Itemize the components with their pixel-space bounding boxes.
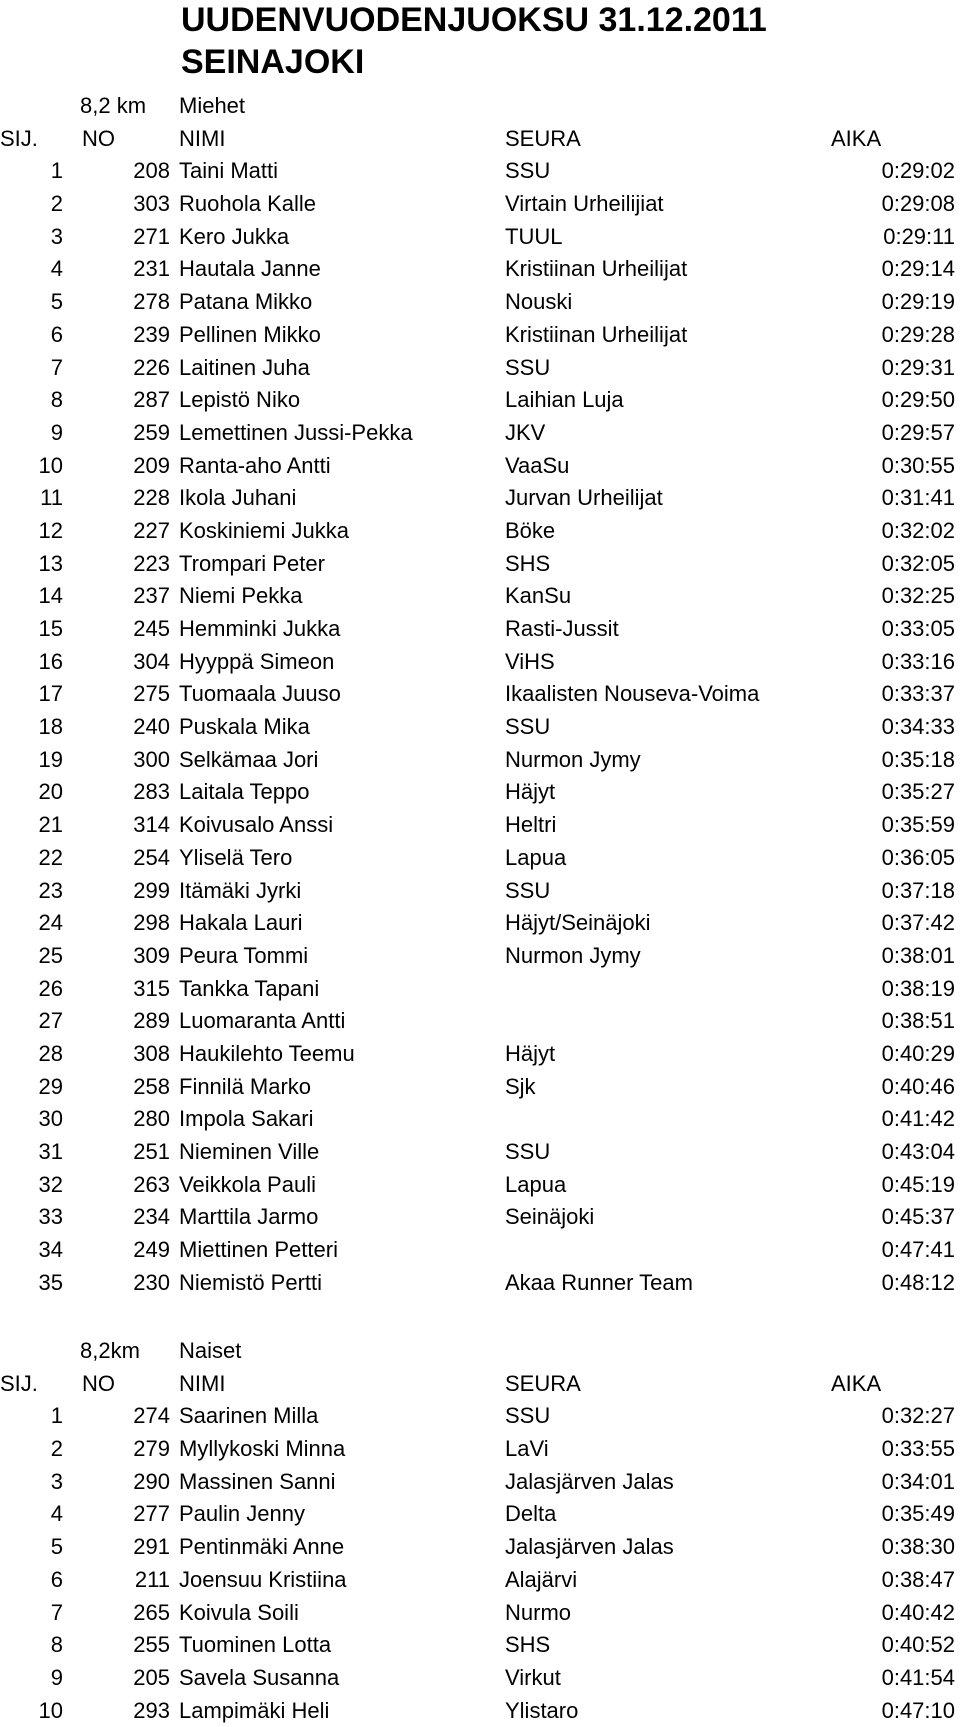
col-header-number: NO: [82, 1370, 115, 1396]
cell-name: Joensuu Kristiina: [179, 1566, 347, 1592]
cell-name: Pentinmäki Anne: [179, 1534, 345, 1560]
cell-time: 0:40:52: [881, 1632, 955, 1658]
cell-name: Patana Mikko: [179, 289, 313, 315]
column-header-row: [0, 1368, 960, 1401]
cell-club: Jurvan Urheilijat: [505, 485, 663, 511]
cell-time: 0:45:19: [881, 1171, 955, 1197]
cell-club: TUUL: [505, 223, 563, 249]
result-row: [0, 973, 960, 1006]
col-header-club: SEURA: [505, 125, 581, 151]
cell-club: Böke: [505, 517, 556, 543]
cell-time: 0:48:12: [881, 1269, 955, 1295]
page-subtitle-location: SEINAJOKI: [181, 43, 365, 81]
cell-position: 3: [50, 1468, 63, 1494]
cell-time: 0:29:08: [881, 191, 955, 217]
cell-bib-number: 303: [133, 191, 170, 217]
cell-club: Virkut: [505, 1664, 561, 1690]
result-row: [0, 1662, 960, 1695]
category-label: Miehet: [179, 93, 246, 118]
cell-bib-number: 223: [133, 550, 170, 576]
cell-club: Akaa Runner Team: [505, 1269, 693, 1295]
section-subheading: [0, 90, 960, 123]
cell-name: Hautala Janne: [179, 256, 321, 282]
cell-name: Lampimäki Heli: [179, 1697, 330, 1723]
cell-bib-number: 277: [133, 1501, 170, 1527]
result-row: [0, 809, 960, 842]
cell-position: 10: [38, 452, 63, 478]
cell-name: Marttila Jarmo: [179, 1204, 319, 1230]
result-row: [0, 1169, 960, 1202]
cell-bib-number: 309: [133, 942, 170, 968]
cell-time: 0:35:27: [881, 779, 955, 805]
result-row: [0, 842, 960, 875]
cell-name: Miettinen Petteri: [179, 1237, 338, 1263]
cell-position: 19: [38, 746, 63, 772]
cell-name: Finnilä Marko: [179, 1073, 312, 1099]
column-header-row: [0, 123, 960, 156]
result-row: [0, 1267, 960, 1300]
cell-position: 8: [50, 1632, 63, 1658]
cell-name: Ikola Juhani: [179, 485, 297, 511]
col-header-position: SIJ.: [0, 1370, 38, 1396]
cell-club: Nurmon Jymy: [505, 942, 641, 968]
cell-bib-number: 290: [133, 1468, 170, 1494]
cell-club: Nurmon Jymy: [505, 746, 641, 772]
cell-bib-number: 304: [133, 648, 170, 674]
cell-time: 0:38:19: [881, 975, 955, 1001]
cell-position: 4: [50, 256, 63, 282]
cell-club: SSU: [505, 158, 551, 184]
cell-bib-number: 263: [133, 1171, 170, 1197]
cell-position: 22: [38, 844, 63, 870]
cell-bib-number: 265: [133, 1599, 170, 1625]
cell-position: 10: [38, 1697, 63, 1723]
result-row: [0, 1498, 960, 1531]
result-row: [0, 286, 960, 319]
cell-bib-number: 289: [133, 1008, 170, 1034]
cell-name: Laitala Teppo: [179, 779, 310, 805]
cell-bib-number: 255: [133, 1632, 170, 1658]
cell-name: Puskala Mika: [179, 714, 310, 740]
cell-club: Jalasjärven Jalas: [505, 1468, 674, 1494]
col-header-time: AIKA: [831, 125, 882, 151]
cell-name: Koivula Soili: [179, 1599, 299, 1625]
cell-bib-number: 230: [133, 1269, 170, 1295]
cell-name: Savela Susanna: [179, 1664, 340, 1690]
cell-time: 0:29:28: [881, 321, 955, 347]
cell-time: 0:34:33: [881, 714, 955, 740]
result-row: [0, 1433, 960, 1466]
col-header-name: NIMI: [179, 1370, 226, 1396]
cell-bib-number: 315: [133, 975, 170, 1001]
cell-bib-number: 237: [133, 583, 170, 609]
category-label: Naiset: [179, 1338, 242, 1363]
cell-club: SHS: [505, 550, 551, 576]
cell-club: Heltri: [505, 812, 557, 838]
cell-name: Hakala Lauri: [179, 910, 303, 936]
result-row: [0, 1597, 960, 1630]
cell-position: 32: [38, 1171, 63, 1197]
cell-position: 7: [50, 1599, 63, 1625]
cell-position: 5: [50, 289, 63, 315]
cell-bib-number: 259: [133, 419, 170, 445]
cell-time: 0:33:37: [881, 681, 955, 707]
cell-club: Rasti-Jussit: [505, 616, 619, 641]
cell-name: Koskiniemi Jukka: [179, 517, 349, 543]
cell-name: Tuomaala Juuso: [179, 681, 341, 707]
result-row: [0, 613, 960, 646]
cell-club: Nurmo: [505, 1599, 572, 1625]
cell-club: LaVi: [505, 1436, 549, 1462]
result-row: [0, 1400, 960, 1433]
cell-bib-number: 283: [133, 779, 170, 805]
result-row: [0, 646, 960, 679]
result-row: [0, 548, 960, 581]
cell-bib-number: 249: [133, 1237, 170, 1263]
cell-position: 15: [38, 616, 63, 641]
cell-position: 20: [38, 779, 63, 805]
cell-time: 0:45:37: [881, 1204, 955, 1230]
cell-name: Ranta-aho Antti: [179, 452, 331, 478]
results-section-women: [0, 1335, 960, 1727]
cell-club: Virtain Urheilijiat: [505, 191, 664, 217]
distance-label: 8,2 km: [80, 93, 147, 118]
cell-time: 0:43:04: [881, 1139, 955, 1164]
cell-time: 0:29:57: [881, 419, 955, 445]
cell-name: Tankka Tapani: [179, 975, 320, 1001]
cell-name: Hyyppä Simeon: [179, 648, 335, 674]
cell-time: 0:40:46: [881, 1073, 955, 1099]
result-row: [0, 1695, 960, 1727]
cell-position: 14: [38, 583, 63, 609]
result-row: [0, 1201, 960, 1234]
cell-name: Veikkola Pauli: [179, 1171, 316, 1197]
cell-time: 0:30:55: [881, 452, 955, 478]
result-row: [0, 188, 960, 221]
results-list: [0, 155, 960, 1299]
cell-time: 0:47:10: [881, 1697, 955, 1723]
result-row: [0, 1531, 960, 1564]
cell-bib-number: 280: [133, 1106, 170, 1132]
cell-position: 8: [50, 387, 63, 413]
cell-position: 24: [38, 910, 63, 936]
cell-position: 34: [38, 1237, 63, 1263]
cell-name: Lepistö Niko: [179, 387, 301, 413]
cell-bib-number: 299: [133, 877, 170, 903]
cell-name: Selkämaa Jori: [179, 746, 319, 772]
cell-time: 0:47:41: [881, 1237, 955, 1263]
cell-position: 13: [38, 550, 63, 576]
result-row: [0, 776, 960, 809]
cell-time: 0:38:51: [881, 1008, 955, 1034]
cell-time: 0:35:59: [881, 812, 955, 838]
cell-time: 0:32:05: [881, 550, 955, 576]
cell-bib-number: 245: [133, 616, 170, 641]
page-title: UUDENVUODENJUOKSU 31.12.2011: [181, 1, 767, 39]
result-row: [0, 155, 960, 188]
cell-club: Nouski: [505, 289, 573, 315]
cell-name: Myllykoski Minna: [179, 1436, 346, 1462]
cell-name: Laitinen Juha: [179, 354, 310, 380]
col-header-time: AIKA: [831, 1370, 882, 1396]
cell-position: 9: [50, 1664, 63, 1690]
cell-name: Paulin Jenny: [179, 1501, 305, 1527]
cell-bib-number: 209: [133, 452, 170, 478]
cell-time: 0:38:47: [881, 1566, 955, 1592]
section-subheading: [0, 1335, 960, 1368]
cell-club: VaaSu: [505, 452, 570, 478]
cell-name: Yliselä Tero: [179, 844, 293, 870]
result-row: [0, 1005, 960, 1038]
cell-club: Seinäjoki: [505, 1204, 595, 1230]
result-row: [0, 1136, 960, 1169]
cell-name: Niemistö Pertti: [179, 1269, 323, 1295]
cell-position: 2: [50, 1436, 63, 1462]
cell-position: 33: [38, 1204, 63, 1230]
cell-club: Kristiinan Urheilijat: [505, 256, 688, 282]
cell-time: 0:33:05: [881, 616, 955, 641]
cell-club: JKV: [505, 419, 546, 445]
cell-bib-number: 274: [133, 1403, 170, 1429]
result-row: [0, 384, 960, 417]
cell-name: Luomaranta Antti: [179, 1008, 346, 1034]
cell-name: Nieminen Ville: [179, 1139, 320, 1164]
result-row: [0, 417, 960, 450]
cell-position: 5: [50, 1534, 63, 1560]
cell-club: Alajärvi: [505, 1566, 578, 1592]
cell-bib-number: 300: [133, 746, 170, 772]
cell-time: 0:29:19: [881, 289, 955, 315]
cell-bib-number: 278: [133, 289, 170, 315]
cell-position: 31: [38, 1139, 63, 1164]
cell-bib-number: 293: [133, 1697, 170, 1723]
col-header-position: SIJ.: [0, 125, 38, 151]
cell-bib-number: 279: [133, 1436, 170, 1462]
cell-club: Häjyt: [505, 779, 556, 805]
result-row: [0, 1234, 960, 1267]
cell-club: Laihian Luja: [505, 387, 624, 413]
result-row: [0, 711, 960, 744]
result-row: [0, 875, 960, 908]
cell-bib-number: 205: [133, 1664, 170, 1690]
result-row: [0, 515, 960, 548]
result-row: [0, 1103, 960, 1136]
cell-name: Impola Sakari: [179, 1106, 314, 1132]
cell-club: Lapua: [505, 844, 567, 870]
results-list: [0, 1400, 960, 1727]
cell-name: Tuominen Lotta: [179, 1632, 332, 1658]
cell-club: Ylistaro: [505, 1697, 579, 1723]
cell-position: 21: [38, 812, 63, 838]
cell-club: Sjk: [505, 1073, 536, 1099]
cell-club: Delta: [505, 1501, 557, 1527]
result-row: [0, 1071, 960, 1104]
result-row: [0, 744, 960, 777]
result-row: [0, 221, 960, 254]
cell-bib-number: 239: [133, 321, 170, 347]
cell-time: 0:32:02: [881, 517, 955, 543]
cell-club: KanSu: [505, 583, 572, 609]
col-header-name: NIMI: [179, 125, 226, 151]
cell-name: Hemminki Jukka: [179, 616, 341, 641]
cell-time: 0:32:27: [881, 1403, 955, 1429]
cell-time: 0:29:02: [881, 158, 955, 184]
cell-position: 3: [50, 223, 63, 249]
cell-name: Itämäki Jyrki: [179, 877, 302, 903]
cell-bib-number: 234: [133, 1204, 170, 1230]
cell-time: 0:29:31: [881, 354, 955, 380]
cell-time: 0:36:05: [881, 844, 955, 870]
cell-position: 1: [50, 1403, 63, 1429]
cell-time: 0:29:14: [881, 256, 955, 282]
cell-name: Peura Tommi: [179, 942, 309, 968]
cell-position: 28: [38, 1040, 63, 1066]
cell-position: 1: [50, 158, 63, 184]
cell-position: 9: [50, 419, 63, 445]
cell-position: 27: [38, 1008, 63, 1034]
cell-time: 0:35:18: [881, 746, 955, 772]
cell-time: 0:32:25: [881, 583, 955, 609]
cell-club: SHS: [505, 1632, 551, 1658]
cell-bib-number: 251: [133, 1139, 170, 1164]
cell-time: 0:41:54: [881, 1664, 955, 1690]
cell-time: 0:40:29: [881, 1040, 955, 1066]
cell-position: 7: [50, 354, 63, 380]
cell-name: Ruohola Kalle: [179, 191, 316, 217]
cell-position: 35: [38, 1269, 63, 1295]
result-row: [0, 580, 960, 613]
cell-position: 11: [40, 485, 63, 511]
cell-name: Pellinen Mikko: [179, 321, 321, 347]
result-row: [0, 319, 960, 352]
cell-bib-number: 298: [133, 910, 170, 936]
cell-club: Lapua: [505, 1171, 567, 1197]
result-row: [0, 450, 960, 483]
cell-bib-number: 208: [133, 158, 170, 184]
cell-club: SSU: [505, 1139, 551, 1164]
cell-club: ViHS: [505, 648, 555, 674]
cell-bib-number: 271: [133, 223, 170, 249]
cell-name: Niemi Pekka: [179, 583, 303, 609]
cell-bib-number: 228: [133, 485, 170, 511]
result-row: [0, 678, 960, 711]
cell-name: Saarinen Milla: [179, 1403, 319, 1429]
results-section-men: [0, 90, 960, 1299]
cell-time: 0:33:16: [881, 648, 955, 674]
cell-club: Kristiinan Urheilijat: [505, 321, 688, 347]
cell-bib-number: 287: [133, 387, 170, 413]
cell-name: Lemettinen Jussi-Pekka: [179, 419, 413, 445]
cell-position: 2: [50, 191, 63, 217]
cell-time: 0:35:49: [881, 1501, 955, 1527]
result-row: [0, 907, 960, 940]
result-row: [0, 1038, 960, 1071]
cell-time: 0:38:30: [881, 1534, 955, 1560]
cell-name: Trompari Peter: [179, 550, 325, 576]
cell-name: Koivusalo Anssi: [179, 812, 334, 838]
cell-club: SSU: [505, 877, 551, 903]
cell-position: 18: [38, 714, 63, 740]
result-row: [0, 1466, 960, 1499]
cell-position: 26: [38, 975, 63, 1001]
cell-club: Ikaalisten Nouseva-Voima: [505, 681, 760, 707]
col-header-club: SEURA: [505, 1370, 581, 1396]
cell-bib-number: 211: [134, 1566, 170, 1592]
distance-label: 8,2km: [80, 1338, 140, 1363]
cell-bib-number: 226: [133, 354, 170, 380]
cell-club: SSU: [505, 1403, 551, 1429]
cell-club: SSU: [505, 354, 551, 380]
cell-position: 6: [50, 321, 63, 347]
cell-time: 0:37:18: [881, 877, 955, 903]
result-row: [0, 352, 960, 385]
cell-bib-number: 240: [133, 714, 170, 740]
cell-bib-number: 254: [133, 844, 170, 870]
cell-bib-number: 227: [133, 517, 170, 543]
cell-position: 30: [38, 1106, 63, 1132]
cell-time: 0:37:42: [881, 910, 955, 936]
result-row: [0, 1564, 960, 1597]
cell-position: 25: [38, 942, 63, 968]
cell-club: Häjyt/Seinäjoki: [505, 910, 651, 936]
cell-name: Kero Jukka: [179, 223, 290, 249]
cell-position: 6: [50, 1566, 63, 1592]
cell-club: SSU: [505, 714, 551, 740]
cell-position: 16: [38, 648, 63, 674]
cell-time: 0:38:01: [881, 942, 955, 968]
cell-position: 29: [38, 1073, 63, 1099]
cell-club: Jalasjärven Jalas: [505, 1534, 674, 1560]
cell-time: 0:34:01: [881, 1468, 955, 1494]
cell-bib-number: 258: [133, 1073, 170, 1099]
result-row: [0, 253, 960, 286]
cell-name: Taini Matti: [179, 158, 279, 184]
cell-bib-number: 308: [133, 1040, 170, 1066]
cell-position: 23: [38, 877, 63, 903]
cell-bib-number: 275: [133, 681, 170, 707]
cell-name: Massinen Sanni: [179, 1468, 336, 1494]
cell-time: 0:41:42: [881, 1106, 955, 1132]
col-header-number: NO: [82, 125, 115, 151]
cell-bib-number: 291: [133, 1534, 170, 1560]
result-row: [0, 1629, 960, 1662]
cell-position: 12: [38, 517, 63, 543]
cell-bib-number: 314: [133, 812, 170, 838]
cell-time: 0:31:41: [881, 485, 955, 511]
result-row: [0, 940, 960, 973]
cell-position: 4: [50, 1501, 63, 1527]
cell-name: Haukilehto Teemu: [179, 1040, 355, 1066]
cell-time: 0:29:11: [883, 223, 955, 249]
cell-bib-number: 231: [133, 256, 170, 282]
cell-time: 0:40:42: [881, 1599, 955, 1625]
cell-time: 0:33:55: [881, 1436, 955, 1462]
cell-club: Häjyt: [505, 1040, 556, 1066]
cell-time: 0:29:50: [881, 387, 955, 413]
cell-position: 17: [38, 681, 63, 707]
result-row: [0, 482, 960, 515]
